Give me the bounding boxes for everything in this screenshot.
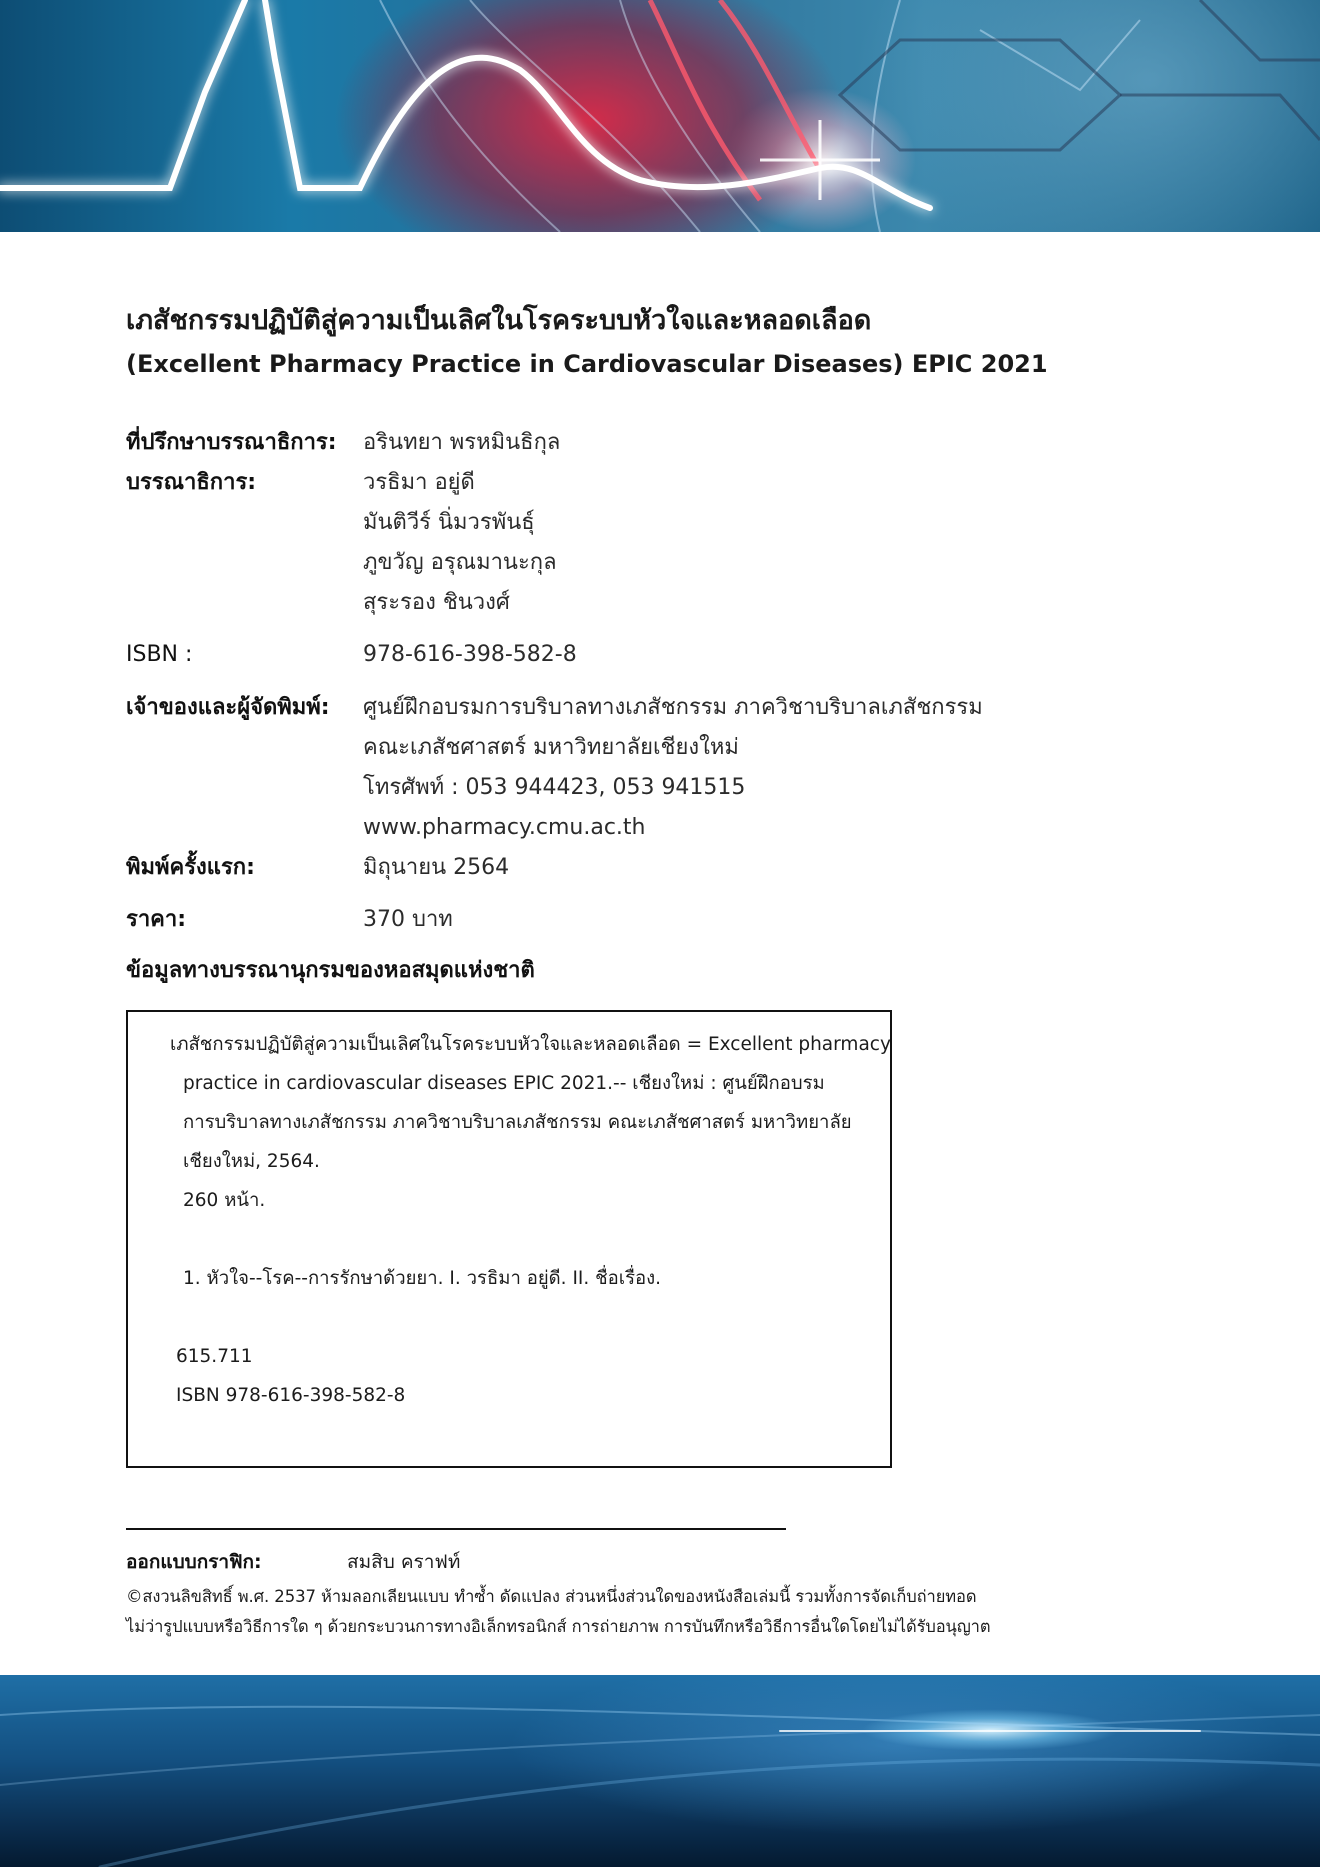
catalog-line: การบริบาลทางเภสัชกรรม ภาควิชาบริบาลเภสัชกรรม คณะเภสัชศาสตร์ มหาวิทยาลัย: [183, 1112, 852, 1133]
catalog-line: practice in cardiovascular diseases EPIC 2021.-- เชียงใหม่ : ศูนย์ฝึกอบรม: [183, 1073, 825, 1094]
catalog-line: เชียงใหม่, 2564.: [183, 1151, 320, 1172]
graphic-design-value: สมสิบ คราฟท์: [347, 1551, 461, 1573]
catalog-isbn: ISBN 978-616-398-582-8: [176, 1385, 406, 1406]
catalog-line: 260 หน้า.: [183, 1190, 266, 1211]
catalog-box: [126, 1010, 892, 1468]
price-label: ราคา:: [126, 907, 187, 932]
editor-name: มันติวีร์ นิ่มวรพันธุ์: [363, 510, 535, 535]
catalog-classification: 615.711: [176, 1346, 253, 1367]
catalog-line: เภสัชกรรมปฏิบัติสู่ความเป็นเลิศในโรคระบบหัวใจและหลอดเลือด = Excellent pharmacy: [170, 1034, 891, 1055]
editor-name: สุระรอง ชินวงศ์: [363, 590, 510, 615]
publisher-line: ศูนย์ฝึกอบรมการบริบาลทางเภสัชกรรม ภาควิชาบริบาลเภสัชกรรม: [363, 695, 983, 720]
first-print-label: พิมพ์ครั้งแรก:: [126, 855, 255, 880]
first-print-value: มิถุนายน 2564: [363, 855, 510, 880]
publisher-line: คณะเภสัชศาสตร์ มหาวิทยาลัยเชียงใหม่: [363, 735, 739, 760]
top-banner-image: [0, 0, 1320, 232]
heartbeat-illustration: [0, 0, 1320, 232]
bottom-banner-image: [0, 1675, 1320, 1867]
copyright-line: ©สงวนลิขสิทธิ์ พ.ศ. 2537 ห้ามลอกเลียนแบบ ทำซ้ำ ดัดแปลง ส่วนหนึ่งส่วนใดของหนังสือเล่มนี้ รวมทั้งการจัดเก็บถ่ายทอด: [126, 1587, 977, 1606]
isbn-label: ISBN :: [126, 642, 193, 667]
catalog-subject-line: 1. หัวใจ--โรค--การรักษาด้วยยา. I. วรธิมา อยู่ดี. II. ชื่อเรื่อง.: [183, 1268, 662, 1289]
editor-name: วรธิมา อยู่ดี: [363, 470, 475, 495]
editors-label: บรรณาธิการ:: [126, 470, 257, 495]
price-value: 370 บาท: [363, 907, 453, 932]
copyright-line: ไม่ว่ารูปแบบหรือวิธีการใด ๆ ด้วยกระบวนการทางอิเล็กทรอนิกส์ การถ่ายภาพ การบันทึกหรือวิธีการอื่นใดโดยไม่ได้รับอนุญาต: [126, 1617, 991, 1636]
isbn-value: 978-616-398-582-8: [363, 642, 577, 667]
graphic-design-label: ออกแบบกราฟิก:: [126, 1551, 262, 1573]
advisor-label: ที่ปรึกษาบรรณาธิการ:: [126, 430, 337, 455]
editor-name: ภูขวัญ อรุณมานะกุล: [363, 550, 557, 575]
light-streak-illustration: [0, 1675, 1320, 1867]
publisher-phone: โทรศัพท์ : 053 944423, 053 941515: [363, 775, 746, 800]
publisher-label: เจ้าของและผู้จัดพิมพ์:: [126, 695, 330, 720]
footer-divider: [126, 1528, 786, 1530]
advisor-name: อรินทยา พรหมินธิกุล: [363, 430, 561, 455]
book-title-thai: เภสัชกรรมปฏิบัติสู่ความเป็นเลิศในโรคระบบหัวใจและหลอดเลือด: [126, 305, 872, 336]
publisher-website: www.pharmacy.cmu.ac.th: [363, 815, 646, 840]
book-title-english: (Excellent Pharmacy Practice in Cardiovascular Diseases) EPIC 2021: [126, 350, 1048, 378]
catalog-heading: ข้อมูลทางบรรณานุกรมของหอสมุดแห่งชาติ: [126, 958, 535, 983]
